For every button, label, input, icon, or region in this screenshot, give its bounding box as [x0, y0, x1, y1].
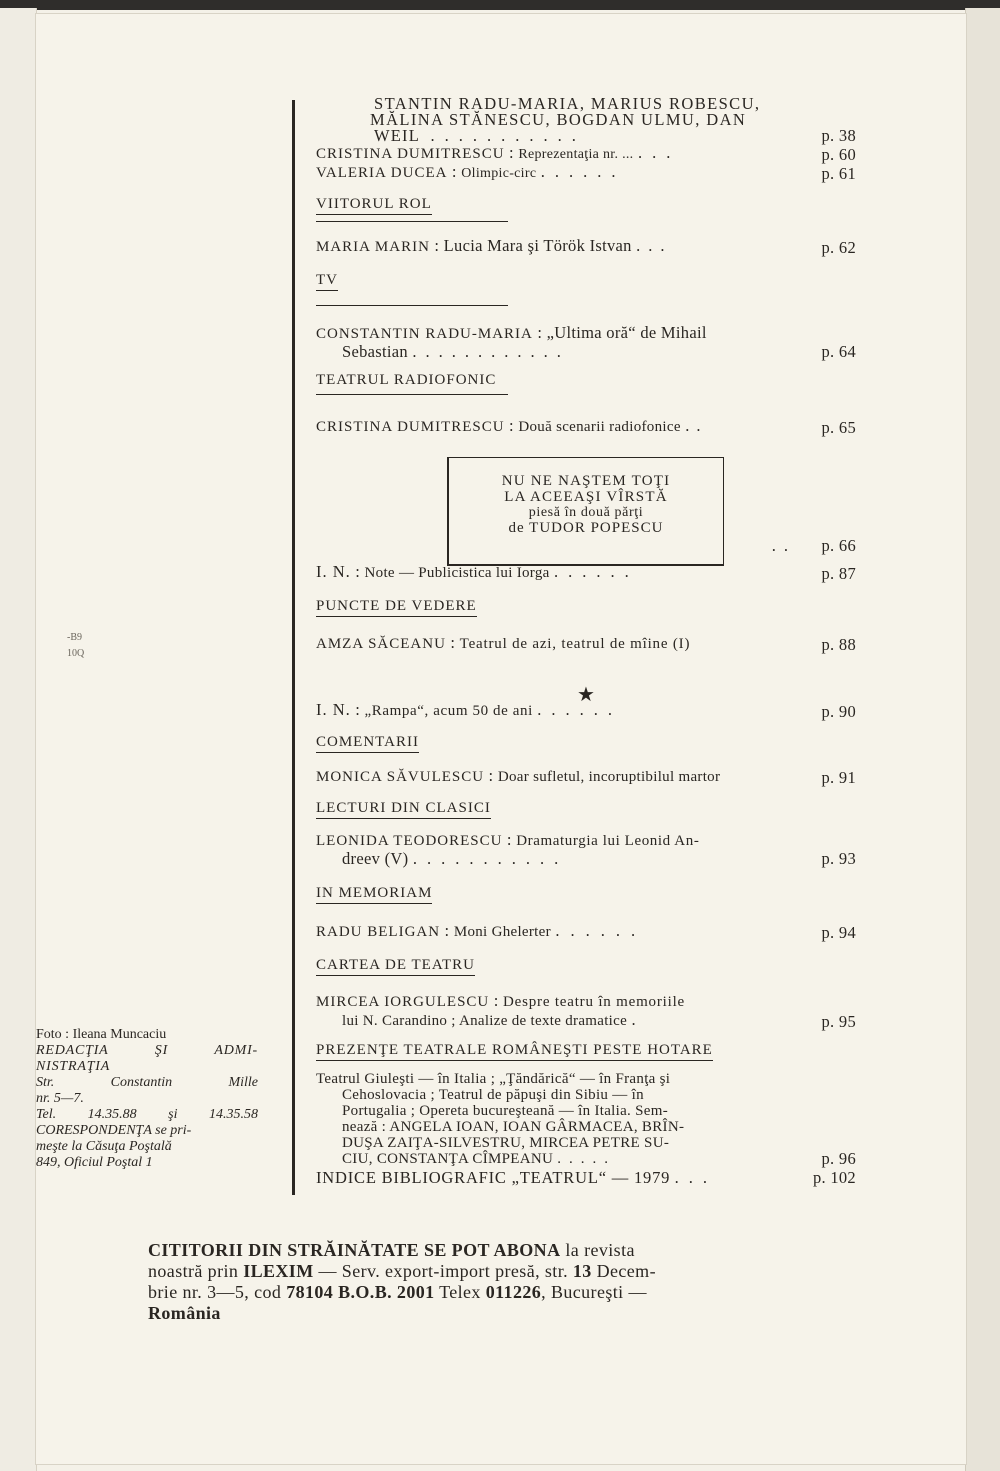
- featured-play-author: de TUDOR POPESCU: [508, 519, 664, 536]
- toc-entry-6-page: p. 65: [821, 418, 856, 437]
- toc-entry-13-page: p. 95: [821, 1012, 856, 1031]
- toc-entry-8-page: p. 88: [821, 635, 856, 654]
- toc-entry-11-author: LEONIDA TEODORESCU: [316, 833, 503, 849]
- toc-entry-9-author: I. N.: [316, 700, 351, 719]
- footer-l2a: noastră prin: [148, 1261, 244, 1281]
- toc-entry-15-page: p. 102: [812, 1168, 856, 1187]
- top-band: [0, 0, 1000, 10]
- toc-entry-13-title2: lui N. Carandino ; Analize de texte dramatice: [342, 1013, 628, 1029]
- toc-entry-14-page: p. 96: [821, 1149, 856, 1168]
- toc-entry-1: STANTIN RADU-MARIA, MARIUS ROBESCU, MĂLINA STĂNESCU, BOGDAN ULMU, DAN WEIL ........... p. 38: [370, 94, 856, 145]
- toc-entry-3-title: Olimpic-circ: [461, 166, 537, 181]
- redaction-word-1: REDACŢIA: [36, 1043, 109, 1058]
- section-lecturi-din-clasici: LECTURI DIN CLASICI: [316, 800, 491, 819]
- footer-l3i: , Bucureşti —: [541, 1282, 647, 1302]
- toc-entry-6-title: Două scenarii radiofonice: [518, 419, 681, 435]
- footer-l3f: 2001: [396, 1282, 435, 1302]
- featured-play-title-2: LA ACEEAŞI VÎRSTĂ: [504, 488, 668, 505]
- tel-number-1: 14.35.88: [87, 1107, 137, 1122]
- footer-l4: România: [148, 1303, 221, 1323]
- toc-entry-11-title2: dreev (V): [342, 849, 409, 868]
- section-prezente-teatrale: PREZENŢE TEATRALE ROMÂNEŞTI PESTE HOTARE: [316, 1042, 713, 1061]
- toc-entry-14-line4: nează : ANGELA IOAN, IOAN GÂRMACEA, BRÎN-: [342, 1119, 685, 1135]
- toc-entry-12-title: Moni Ghelerter: [453, 924, 551, 940]
- toc-entry-3: VALERIA DUCEA : Olimpic-circ ...... p. 61: [316, 162, 856, 183]
- toc-entry-12-author: RADU BELIGAN: [316, 924, 441, 940]
- section-tv: TV: [316, 272, 338, 291]
- featured-play-subtitle: piesă în două părţi: [528, 505, 644, 520]
- toc-entry-13-title: Despre teatru în memoriile: [503, 994, 685, 1010]
- editorial-info: [36, 1027, 258, 1171]
- street-3: Mille: [228, 1075, 258, 1090]
- toc-entry-10-title: Doar sufletul, incoruptibilul martor: [497, 769, 721, 785]
- toc-entry-4-page: p. 62: [821, 238, 856, 257]
- footer-l3d: B.O.B.: [338, 1282, 393, 1302]
- footer-l3b: 78104: [286, 1282, 334, 1302]
- table-of-contents: [316, 96, 856, 1186]
- toc-entry-14-line6: CIU, CONSTANŢA CÎMPEANU: [342, 1151, 554, 1167]
- toc-entry-8: AMZA SĂCEANU : Teatrul de azi, teatrul de mîine (I) p. 88: [316, 633, 856, 654]
- toc-entry-7-author: I. N.: [316, 562, 351, 581]
- street-number: nr. 5—7.: [36, 1091, 84, 1106]
- correspondence-line-1: CORESPONDENŢA se pri-: [36, 1123, 192, 1138]
- toc-entry-6: CRISTINA DUMITRESCU : Două scenarii radiofonice .. p. 65: [316, 416, 856, 437]
- vertical-rule: [292, 100, 295, 1195]
- toc-entry-10: MONICA SĂVULESCU : Doar sufletul, incoruptibilul martor p. 91: [316, 766, 856, 787]
- toc-entry-5-title: „Ultima oră“ de Mihail: [546, 323, 707, 342]
- section-teatrul-radiofonic: TEATRUL RADIOFONIC: [316, 372, 497, 388]
- footer-l2d: 13: [572, 1261, 592, 1281]
- toc-entry-12: RADU BELIGAN : Moni Ghelerter ...... p. 94: [316, 921, 856, 942]
- toc-entry-2-author: CRISTINA DUMITRESCU: [316, 146, 505, 162]
- section-cartea-de-teatru: CARTEA DE TEATRU: [316, 957, 475, 976]
- toc-entry-7: I. N. : Note — Publicistica lui Iorga ...... p. 87: [316, 562, 856, 583]
- toc-entry-1-line3: WEIL: [374, 126, 421, 145]
- correspondence-line-2: meşte la Căsuţa Poştală: [36, 1139, 172, 1154]
- toc-entry-14-line5: DUŞA ZAIŢA-SILVESTRU, MIRCEA PETRE SU-: [342, 1135, 670, 1151]
- toc-entry-10-author: MONICA SĂVULESCU: [316, 769, 485, 785]
- toc-entry-9: I. N. : „Rampa“, acum 50 de ani ...... p. 90: [316, 700, 856, 721]
- toc-entry-box-page: .. p. 66: [771, 536, 856, 555]
- toc-entry-2-title: Reprezentaţia nr. ...: [518, 147, 634, 162]
- toc-entry-4-author: MARIA MARIN: [316, 239, 430, 255]
- street-2: Constantin: [110, 1075, 173, 1090]
- footer-l3g: Telex: [434, 1282, 486, 1302]
- toc-entry-7-page: p. 87: [821, 564, 856, 583]
- toc-entry-5: CONSTANTIN RADU-MARIA : „Ultima oră“ de Mihail Sebastian ............ p. 64: [316, 323, 856, 361]
- footer-l1a: CITITORII DIN STRĂINĂTATE SE POT ABONA: [148, 1240, 561, 1260]
- mark-2: 10Q: [67, 648, 85, 659]
- toc-entry-9-title: „Rampa“, acum 50 de ani: [364, 703, 533, 719]
- section-in-memoriam: IN MEMORIAM: [316, 885, 432, 904]
- right-page-edge: [965, 8, 1000, 1471]
- redaction-word-2: ŞI: [154, 1043, 169, 1058]
- toc-entry-15-title: INDICE BIBLIOGRAFIC „TEATRUL“ — 1979: [316, 1168, 671, 1187]
- redaction-word-3: ADMI-: [214, 1043, 258, 1058]
- margin-marks: [67, 630, 84, 662]
- left-page-edge: [0, 8, 37, 1471]
- toc-entry-1-page: p. 38: [821, 126, 856, 145]
- tel-number-2: 14.35.58: [209, 1107, 258, 1122]
- street-1: Str.: [36, 1075, 55, 1090]
- toc-entry-3-page: p. 61: [821, 164, 856, 183]
- footer-l2e: Decem-: [591, 1261, 656, 1281]
- toc-entry-14-line2: Cehoslovacia ; Teatrul de păpuşi din Sibiu — în: [342, 1087, 644, 1103]
- toc-entry-14-line1: Teatrul Giuleşti — în Italia ; „Ţăndărică“ — în Franţa şi: [316, 1071, 671, 1087]
- toc-entry-14: Teatrul Giuleşti — în Italia ; „Ţăndărică“ — în Franţa şi Cehoslovacia ; Teatrul de păpuşi din Sibiu — în Portugalia ; Opereta bucureşteană — în Italia. Sem- nează : ANGELA IOAN, IOAN GÂRMACEA, BRÎN- DUŞA ZAIŢA-SILVESTRU, MIRCEA PETRE SU- CIU, CONSTANŢA CÎMPEANU ..... p. 96: [316, 1071, 856, 1168]
- toc-entry-15: INDICE BIBLIOGRAFIC „TEATRUL“ — 1979 ... p. 102: [316, 1168, 856, 1187]
- footer-l3a: brie nr. 3—5, cod: [148, 1282, 287, 1302]
- toc-entry-13: MIRCEA IORGULESCU : Despre teatru în memoriile lui N. Carandino ; Analize de texte dramatice . p. 95: [316, 991, 856, 1031]
- toc-entry-5-title2: Sebastian: [342, 342, 408, 361]
- footer-l3h: 011226: [485, 1282, 542, 1302]
- toc-entry-2-page: p. 60: [821, 145, 856, 164]
- section-comentarii: COMENTARII: [316, 734, 419, 753]
- toc-entry-1-line1: STANTIN RADU-MARIA, MARIUS ROBESCU,: [374, 94, 761, 113]
- toc-entry-6-author: CRISTINA DUMITRESCU: [316, 419, 505, 435]
- subscription-notice: [148, 1240, 800, 1324]
- toc-entry-4: MARIA MARIN : Lucia Mara şi Török Istvan ... p. 62: [316, 236, 856, 257]
- mark-1: -B9: [67, 632, 82, 643]
- toc-entry-10-page: p. 91: [821, 768, 856, 787]
- toc-entry-1-line2: MĂLINA STĂNESCU, BOGDAN ULMU, DAN: [370, 110, 747, 129]
- toc-entry-8-author: AMZA SĂCEANU: [316, 636, 446, 652]
- correspondence-line-3: 849, Oficiul Poştal 1: [36, 1155, 153, 1170]
- toc-entry-4-title: Lucia Mara şi Török Istvan: [443, 236, 632, 255]
- toc-entry-8-title: Teatrul de azi, teatrul de mîine (I): [459, 636, 691, 652]
- toc-entry-5-page: p. 64: [821, 342, 856, 361]
- toc-entry-2: CRISTINA DUMITRESCU : Reprezentaţia nr. ... ... p. 60: [316, 143, 856, 164]
- footer-l2b: ILEXIM: [243, 1261, 314, 1281]
- toc-entry-11-title: Dramaturgia lui Leonid An-: [516, 833, 700, 849]
- tel-label: Tel.: [36, 1107, 57, 1122]
- footer-l1b: la revista: [560, 1240, 635, 1260]
- toc-entry-5-author: CONSTANTIN RADU-MARIA: [316, 326, 533, 342]
- toc-entry-13-author: MIRCEA IORGULESCU: [316, 994, 490, 1010]
- redaction-word-4: NISTRAŢIA: [36, 1059, 111, 1074]
- section-viitorul-rol: VIITORUL ROL: [316, 196, 432, 215]
- footer-l2c: — Serv. export-import presă, str.: [313, 1261, 573, 1281]
- photo-credit: Foto : Ileana Muncaciu: [36, 1027, 167, 1042]
- section-puncte-de-vedere: PUNCTE DE VEDERE: [316, 598, 477, 617]
- toc-entry-9-page: p. 90: [821, 702, 856, 721]
- toc-entry-7-title: Note — Publicistica lui Iorga: [364, 565, 550, 581]
- toc-entry-11: LEONIDA TEODORESCU : Dramaturgia lui Leonid An- dreev (V) ........... p. 93: [316, 830, 856, 868]
- featured-play-box: [447, 457, 724, 566]
- toc-box-page: p. 66: [821, 536, 856, 555]
- tel-and: şi: [168, 1107, 178, 1122]
- toc-entry-14-line3: Portugalia ; Opereta bucureşteană — în Italia. Sem-: [342, 1103, 669, 1119]
- toc-entry-3-author: VALERIA DUCEA: [316, 165, 448, 181]
- star-divider-icon: ★: [577, 684, 595, 706]
- toc-entry-11-page: p. 93: [821, 849, 856, 868]
- toc-entry-12-page: p. 94: [821, 923, 856, 942]
- featured-play-title-1: NU NE NAŞTEM TOŢI: [501, 473, 671, 489]
